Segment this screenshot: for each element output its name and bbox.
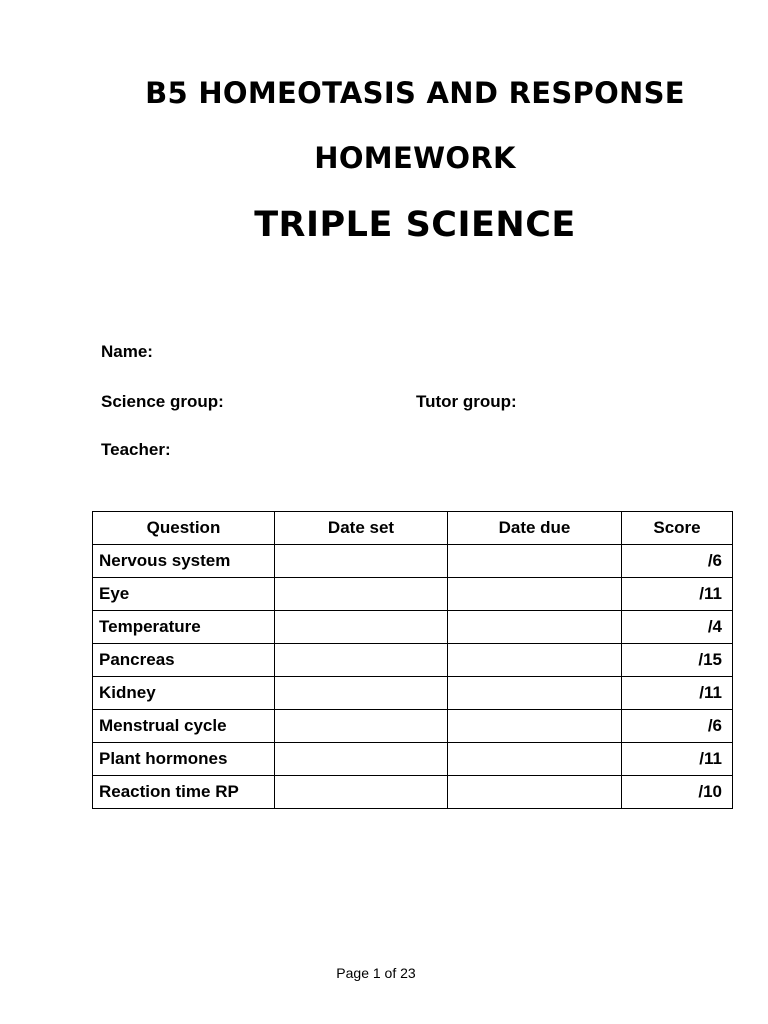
column-header-question: Question bbox=[93, 512, 275, 545]
date-due-cell bbox=[448, 776, 622, 809]
name-label: Name: bbox=[101, 342, 153, 361]
homework-table bbox=[92, 511, 733, 809]
table-row bbox=[93, 677, 733, 710]
science-group-label: Science group: bbox=[101, 392, 224, 411]
date-set-cell bbox=[275, 644, 448, 677]
score-cell: /15 bbox=[622, 644, 733, 677]
question-cell: Kidney bbox=[93, 677, 275, 710]
date-due-cell bbox=[448, 611, 622, 644]
question-cell: Reaction time RP bbox=[93, 776, 275, 809]
score-cell: /6 bbox=[622, 545, 733, 578]
date-set-cell bbox=[275, 578, 448, 611]
page-number: Page 1 of 23 bbox=[336, 965, 416, 981]
date-due-cell bbox=[448, 578, 622, 611]
teacher-label: Teacher: bbox=[101, 440, 171, 459]
date-due-cell bbox=[448, 545, 622, 578]
score-cell: /4 bbox=[622, 611, 733, 644]
question-cell: Eye bbox=[93, 578, 275, 611]
table-row bbox=[93, 545, 733, 578]
date-due-cell bbox=[448, 710, 622, 743]
column-header-date-due: Date due bbox=[448, 512, 622, 545]
column-header-score: Score bbox=[622, 512, 733, 545]
date-due-cell bbox=[448, 677, 622, 710]
table-row bbox=[93, 611, 733, 644]
score-cell: /11 bbox=[622, 578, 733, 611]
date-due-cell bbox=[448, 644, 622, 677]
column-header-date-set: Date set bbox=[275, 512, 448, 545]
date-due-cell bbox=[448, 743, 622, 776]
question-cell: Temperature bbox=[93, 611, 275, 644]
date-set-cell bbox=[275, 776, 448, 809]
date-set-cell bbox=[275, 677, 448, 710]
date-set-cell bbox=[275, 545, 448, 578]
score-cell: /11 bbox=[622, 743, 733, 776]
table-header-row bbox=[93, 512, 733, 545]
date-set-cell bbox=[275, 710, 448, 743]
date-set-cell bbox=[275, 611, 448, 644]
table-row bbox=[93, 776, 733, 809]
score-cell: /10 bbox=[622, 776, 733, 809]
document-title: B5 HOMEOTASIS AND RESPONSE bbox=[145, 76, 685, 110]
table-row bbox=[93, 710, 733, 743]
score-cell: /11 bbox=[622, 677, 733, 710]
table-row bbox=[93, 644, 733, 677]
score-cell: /6 bbox=[622, 710, 733, 743]
document-subtitle: HOMEWORK bbox=[314, 141, 516, 175]
question-cell: Menstrual cycle bbox=[93, 710, 275, 743]
date-set-cell bbox=[275, 743, 448, 776]
question-cell: Pancreas bbox=[93, 644, 275, 677]
course-title: TRIPLE SCIENCE bbox=[254, 205, 576, 245]
question-cell: Nervous system bbox=[93, 545, 275, 578]
tutor-group-label: Tutor group: bbox=[416, 392, 517, 411]
table-row bbox=[93, 578, 733, 611]
question-cell: Plant hormones bbox=[93, 743, 275, 776]
table-row bbox=[93, 743, 733, 776]
